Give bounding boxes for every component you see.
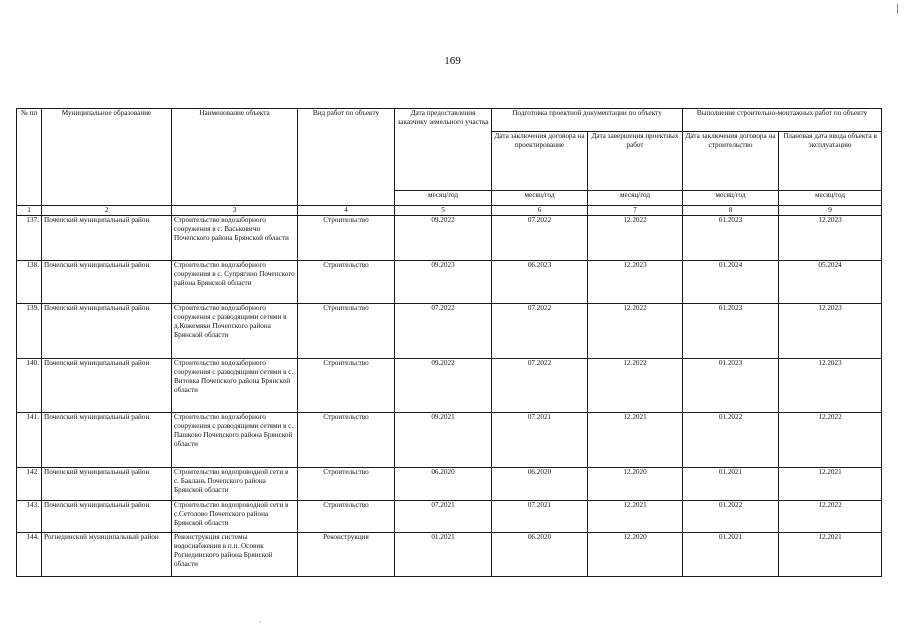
table-row (17, 261, 882, 304)
work-type-cell: Строительство (298, 413, 395, 468)
land-date-cell: 09.2023 (395, 261, 492, 304)
land-date-cell: 07.2021 (395, 501, 492, 533)
municipality-cell: Рогнединский муниципальный район (42, 533, 172, 577)
construction-contract-cell: 01.2022 (683, 501, 779, 533)
municipality-cell: Почепский муниципальный район (42, 304, 172, 359)
design-complete-cell: 12.2020 (588, 468, 683, 501)
header-object-name: Наименование объекта (172, 109, 298, 206)
design-complete-cell: 12.2023 (588, 261, 683, 304)
construction-contract-cell: 01.2024 (683, 261, 779, 304)
table-row (17, 216, 882, 261)
design-complete-cell: 12.2022 (588, 359, 683, 413)
construction-contract-cell: 01.2022 (683, 413, 779, 468)
header-commission-date: Плановая дата ввода объекта в эксплуатацию (779, 132, 882, 191)
object-cell: Строительство водозаборного сооружения с разводящими сетями в с. Пашково Почепского района Брянской области (172, 413, 298, 468)
commission-date-cell: 12.2023 (779, 216, 882, 261)
row-number: 137. (17, 216, 42, 261)
design-contract-cell: 07.2022 (492, 216, 588, 261)
land-date-cell: 01.2021 (395, 533, 492, 577)
work-type-cell: Строительство (298, 468, 395, 501)
unit-label: месяц/год (588, 191, 683, 206)
table-row (17, 533, 882, 577)
design-contract-cell: 07.2022 (492, 359, 588, 413)
row-number: 142. (17, 468, 42, 501)
object-cell: Строительство водозаборного сооружения в с. Васьковичи Почепского района Брянской области (172, 216, 298, 261)
table-row (17, 468, 882, 501)
design-contract-cell: 06.2020 (492, 533, 588, 577)
land-date-cell: 07.2022 (395, 304, 492, 359)
construction-contract-cell: 01.2021 (683, 468, 779, 501)
row-number: 143. (17, 501, 42, 533)
design-complete-cell: 12.2021 (588, 413, 683, 468)
object-cell: Строительство водопроводной сети в с.Сетолово Почепского района Брянской области (172, 501, 298, 533)
unit-label: месяц/год (683, 191, 779, 206)
commission-date-cell: 12.2021 (779, 468, 882, 501)
page-number: 169 (444, 55, 461, 67)
work-type-cell: Строительство (298, 216, 395, 261)
row-number: 140. (17, 359, 42, 413)
column-number: 4 (298, 206, 395, 216)
column-number-row (17, 206, 882, 216)
commission-date-cell: 12.2021 (779, 533, 882, 577)
municipality-cell: Почепский муниципальный район (42, 413, 172, 468)
column-number: 5 (395, 206, 492, 216)
land-date-cell: 09.2021 (395, 413, 492, 468)
work-type-cell: Строительство (298, 501, 395, 533)
design-contract-cell: 07.2021 (492, 413, 588, 468)
header-design-group: Подготовка проектной документации по объекту (492, 109, 683, 132)
unit-label: месяц/год (395, 191, 492, 206)
commission-date-cell: 05.2024 (779, 261, 882, 304)
commission-date-cell: 12.2022 (779, 413, 882, 468)
design-contract-cell: 07.2021 (492, 501, 588, 533)
edge-scan-mark (897, 4, 898, 14)
unit-label: месяц/год (492, 191, 588, 206)
municipality-cell: Почепский муниципальный район (42, 216, 172, 261)
object-cell: Строительство водозаборного сооружения с разводящими сетями в д.Кожемяки Почепского района Брянской области (172, 304, 298, 359)
design-contract-cell: 07.2022 (492, 304, 588, 359)
construction-contract-cell: 01.2023 (683, 359, 779, 413)
object-cell: Реконструкция системы водоснабжения в п.п. Осовик Рогнединского района Брянской области (172, 533, 298, 577)
header-construction-contract: Дата заключения договора на строительство (683, 132, 779, 191)
land-date-cell: 09.2022 (395, 359, 492, 413)
header-row-top (17, 109, 882, 132)
design-complete-cell: 12.2022 (588, 304, 683, 359)
registry-table (16, 108, 882, 577)
municipality-cell: Почепский муниципальный район (42, 468, 172, 501)
table-row (17, 501, 882, 533)
municipality-cell: Почепский муниципальный район (42, 501, 172, 533)
design-complete-cell: 12.2022 (588, 216, 683, 261)
header-num: № пп (17, 109, 42, 206)
land-date-cell: 06.2020 (395, 468, 492, 501)
unit-label: месяц/год (779, 191, 882, 206)
header-land-date: Дата предоставления заказчику земельного участка (395, 109, 492, 191)
work-type-cell: Реконструкция (298, 533, 395, 577)
construction-contract-cell: 01.2023 (683, 304, 779, 359)
header-work-type: Вид работ по объекту (298, 109, 395, 206)
column-number: 6 (492, 206, 588, 216)
design-contract-cell: 06.2020 (492, 468, 588, 501)
work-type-cell: Строительство (298, 261, 395, 304)
table-row (17, 413, 882, 468)
header-design-contract: Дата заключения договора на проектирование (492, 132, 588, 191)
header-construction-group: Выполнение строительно-монтажных работ по объекту (683, 109, 882, 132)
column-number: 8 (683, 206, 779, 216)
row-number: 139. (17, 304, 42, 359)
row-number: 138. (17, 261, 42, 304)
row-number: 141. (17, 413, 42, 468)
municipality-cell: Почепский муниципальный район (42, 359, 172, 413)
work-type-cell: Строительство (298, 359, 395, 413)
column-number: 1 (17, 206, 42, 216)
column-number: 7 (588, 206, 683, 216)
table-row (17, 304, 882, 359)
design-complete-cell: 12.2020 (588, 533, 683, 577)
scan-speck: ˊ (259, 620, 262, 629)
construction-contract-cell: 01.2023 (683, 216, 779, 261)
object-cell: Строительство водозаборного сооружения в с. Супрягино Почепского района Брянской области (172, 261, 298, 304)
municipality-cell: Почепский муниципальный район (42, 261, 172, 304)
column-number: 9 (779, 206, 882, 216)
row-number: 144. (17, 533, 42, 577)
design-complete-cell: 12.2021 (588, 501, 683, 533)
column-number: 2 (42, 206, 172, 216)
column-number: 3 (172, 206, 298, 216)
commission-date-cell: 12.2023 (779, 304, 882, 359)
design-contract-cell: 06.2023 (492, 261, 588, 304)
object-cell: Строительство водозаборного сооружения с разводящими сетями в с. Витовка Почепского района Брянской области (172, 359, 298, 413)
header-municipality: Муниципальное образование (42, 109, 172, 206)
construction-contract-cell: 01.2021 (683, 533, 779, 577)
commission-date-cell: 12.2023 (779, 359, 882, 413)
land-date-cell: 09.2022 (395, 216, 492, 261)
table-row (17, 359, 882, 413)
header-design-complete: Дата завершения проектных работ (588, 132, 683, 191)
commission-date-cell: 12.2022 (779, 501, 882, 533)
object-cell: Строительство водопроводной сети в с. Баклань Почепского района Брянской области (172, 468, 298, 501)
work-type-cell: Строительство (298, 304, 395, 359)
